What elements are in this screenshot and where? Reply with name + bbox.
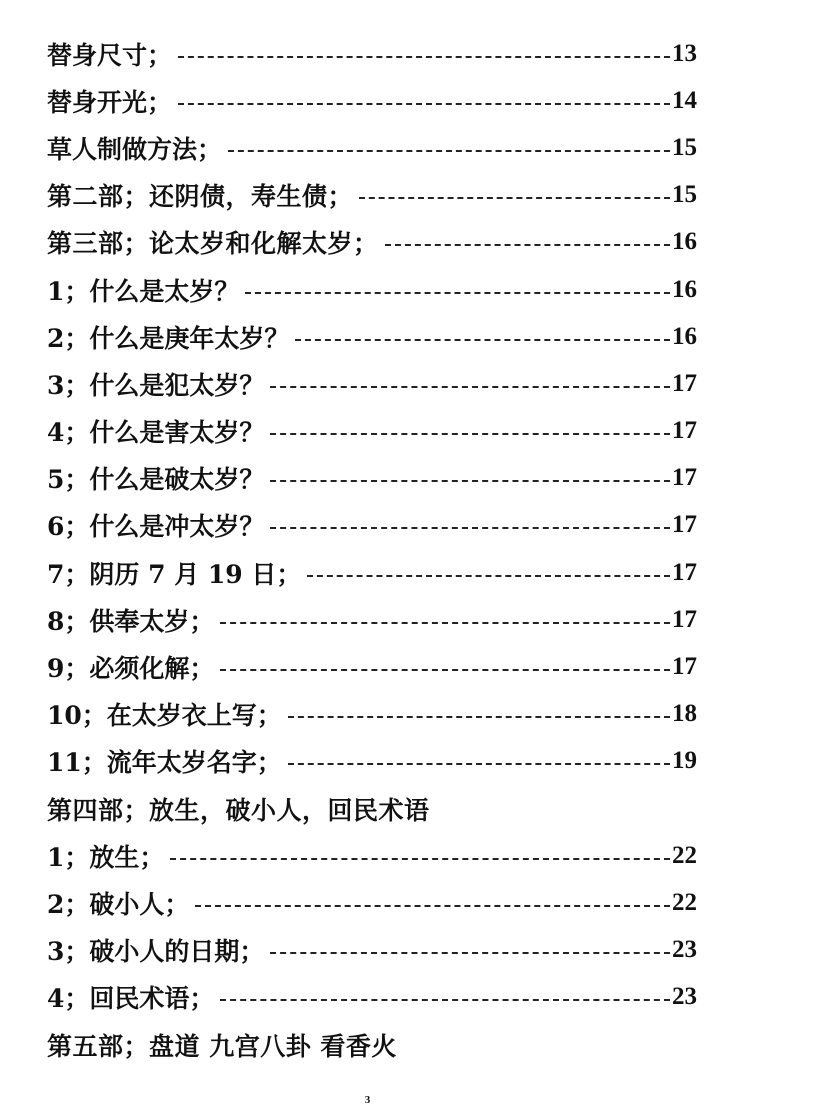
toc-entry: [47, 408, 697, 455]
toc-leader-dashes: [288, 716, 670, 718]
toc-entry: [47, 879, 697, 926]
toc-leader-dashes: [270, 433, 670, 435]
toc-entry-page: 13: [672, 39, 697, 67]
toc-leader-dashes: [270, 952, 670, 954]
toc-entry-page: 16: [672, 322, 697, 350]
toc-entry: [47, 313, 697, 360]
toc-leader-dashes: [195, 905, 670, 907]
toc-entry-page: 18: [672, 700, 697, 728]
table-of-contents: [47, 30, 697, 1068]
toc-entry: [47, 974, 697, 1021]
toc-entry-page: 15: [672, 181, 697, 209]
toc-leader-dashes: [220, 999, 670, 1001]
toc-entry: [47, 927, 697, 974]
toc-entry: [47, 738, 697, 785]
toc-section-entry: [47, 219, 697, 266]
toc-leader-dashes: [270, 480, 670, 482]
toc-entry-title: 第三部；论太岁和化解太岁；: [47, 229, 379, 259]
toc-entry-title: 9；必须化解；: [47, 654, 215, 684]
toc-entry-title: 3；什么是犯太岁？: [47, 370, 265, 400]
toc-leader-dashes: [228, 150, 670, 152]
toc-entry: [47, 360, 697, 407]
toc-leader-dashes: [220, 669, 670, 671]
toc-entry-page: 22: [672, 888, 697, 916]
toc-entry: [47, 77, 697, 124]
toc-entry-title: 3；破小人的日期；: [47, 937, 265, 967]
toc-entry-page: 15: [672, 133, 697, 161]
toc-section-entry: [47, 172, 697, 219]
page-number: 3: [364, 1094, 371, 1106]
toc-entry-title: 4；什么是害太岁？: [47, 418, 265, 448]
toc-entry-title: 草人制做方法；: [47, 134, 223, 164]
toc-entry-title: 第四部；放生，破小人，回民术语: [47, 795, 430, 825]
toc-entry-title: 2；什么是庚年太岁？: [47, 323, 290, 353]
toc-entry: [47, 30, 697, 77]
toc-entry-title: 7；阴历 7 月 19 日；: [47, 559, 302, 589]
toc-entry: [47, 549, 697, 596]
toc-entry-page: 17: [672, 417, 697, 445]
toc-entry-page: 17: [672, 369, 697, 397]
toc-entry-title: 5；什么是破太岁？: [47, 465, 265, 495]
toc-entry: [47, 124, 697, 171]
toc-entry-title: 10；在太岁衣上写；: [47, 701, 282, 731]
toc-leader-dashes: [178, 56, 670, 58]
toc-leader-dashes: [359, 197, 670, 199]
toc-entry: [47, 691, 697, 738]
toc-entry-page: 17: [672, 558, 697, 586]
toc-entry-title: 1；什么是太岁？: [47, 276, 240, 306]
toc-entry: [47, 832, 697, 879]
toc-entry-title: 1；放生；: [47, 842, 165, 872]
toc-entry-page: 17: [672, 653, 697, 681]
toc-entry-title: 11；流年太岁名字；: [47, 748, 282, 778]
toc-entry-title: 替身尺寸；: [47, 40, 173, 70]
toc-entry: [47, 596, 697, 643]
toc-leader-dashes: [307, 575, 670, 577]
toc-entry-title: 2；破小人；: [47, 889, 190, 919]
toc-entry-page: 16: [672, 275, 697, 303]
toc-entry: [47, 502, 697, 549]
toc-entry: [47, 643, 697, 690]
toc-entry-title: 第五部；盘道 九宫八卦 看香火: [47, 1031, 397, 1061]
toc-entry: [47, 266, 697, 313]
toc-leader-dashes: [385, 244, 670, 246]
toc-entry-page: 14: [672, 86, 697, 114]
toc-leader-dashes: [270, 527, 670, 529]
toc-entry-title: 4；回民术语；: [47, 984, 215, 1014]
toc-leader-dashes: [245, 292, 670, 294]
toc-entry-page: 17: [672, 605, 697, 633]
toc-entry-page: 17: [672, 511, 697, 539]
toc-entry-title: 替身开光；: [47, 87, 173, 117]
toc-entry-page: 16: [672, 228, 697, 256]
toc-leader-dashes: [295, 339, 670, 341]
toc-entry-page: 17: [672, 464, 697, 492]
toc-entry-title: 第二部；还阴债，寿生债；: [47, 182, 354, 212]
toc-leader-dashes: [220, 622, 670, 624]
toc-entry-title: 8；供奉太岁；: [47, 606, 215, 636]
toc-entry-title: 6；什么是冲太岁？: [47, 512, 265, 542]
toc-entry-page: 19: [672, 747, 697, 775]
toc-entry-page: 22: [672, 841, 697, 869]
toc-leader-dashes: [288, 763, 670, 765]
toc-section-heading: [47, 785, 697, 832]
toc-entry-page: 23: [672, 936, 697, 964]
toc-leader-dashes: [170, 858, 670, 860]
toc-leader-dashes: [178, 103, 670, 105]
toc-entry: [47, 455, 697, 502]
toc-leader-dashes: [270, 386, 670, 388]
toc-entry-page: 23: [672, 983, 697, 1011]
toc-section-heading: [47, 1021, 697, 1068]
